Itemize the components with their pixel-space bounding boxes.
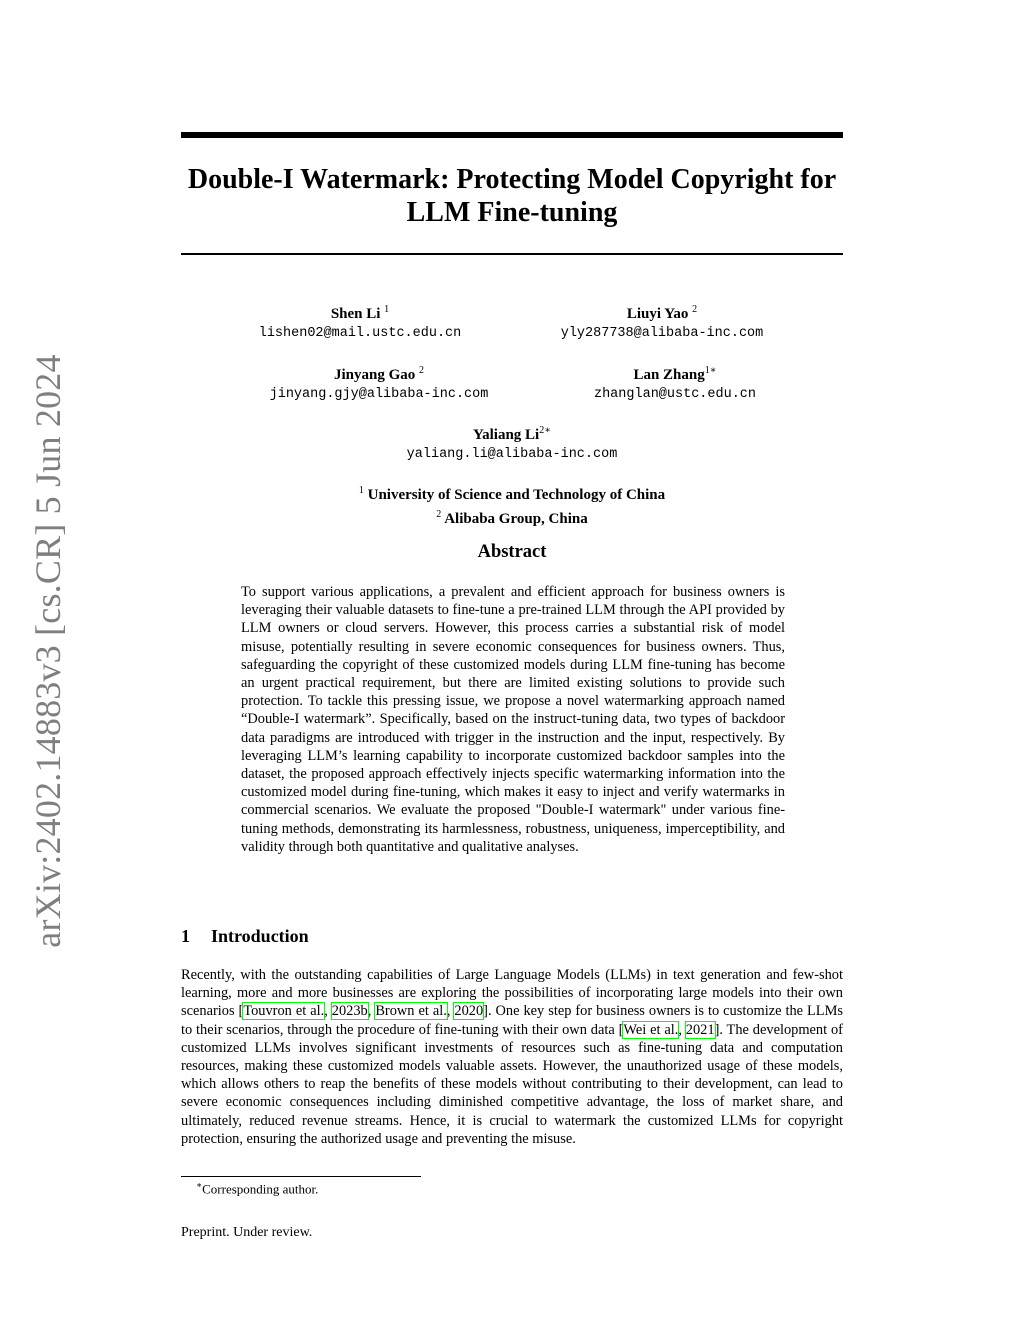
section-title: Introduction [211,926,309,946]
preprint-footer: Preprint. Under review. [181,1225,313,1240]
affiliations [181,481,843,529]
affiliation-line: $^2$ Alibaba Group, China [436,509,588,527]
citation-link[interactable]: 2020 [454,1003,484,1020]
author-block [515,361,835,404]
author-name: Lan Zhang [633,367,705,383]
author-block [200,300,520,343]
arxiv-identifier-stamp: arXiv:2402.14883v3 [cs.CR] 5 Jun 2024 [28,354,68,948]
author-email: yly287738@alibaba-inc.com [560,326,764,341]
citation-link[interactable]: 2023b [331,1003,368,1020]
title-rule-bottom [181,253,843,255]
footnote: ∗Corresponding author. [196,1180,319,1197]
author-affiliation-mark: 1 [384,304,390,315]
citation-link[interactable]: Brown et al. [375,1003,447,1020]
section-heading-introduction [181,926,309,947]
footnote-rule [181,1176,421,1177]
author-block [502,300,822,343]
affiliation-line: $^1$ University of Science and Technology of China [358,485,666,503]
author-affiliation-mark: 1∗ [704,365,717,376]
author-name: Yaliang Li [472,427,540,443]
title-line-2: LLM Fine-tuning [406,197,618,228]
citation-link[interactable]: Touvron et al. [243,1003,325,1020]
abstract-text: To support various applications, a prevalent and efficient approach for business owners is leveraging their valuable datasets to fine-tune a pre-trained LLM through the API provided by LLM owners or cloud servers. However, this process carries a substantial risk of model misuse, potentially resulting in severe economic consequences for business owners. Thus, safeguarding the copyright of these customized models during LLM fine-tuning has become an urgent practical requirement, but there are limited existing solutions to provide such protection. To tackle this pressing issue, we propose a novel watermarking approach named “Double-I watermark”. Specifically, based on the instruct-tuning data, two types of backdoor data paradigms are introduced with trigger in the instruction and the input, respectively. By leveraging LLM’s learning capability to incorporate customized backdoor samples into the dataset, the proposed approach effectively injects specific watermarking information into the customized model during fine-tuning, which makes it easy to inject and verify watermarks in commercial scenarios. We evaluate the proposed "Double-I watermark" under various fine-tuning methods, demonstrating its harmlessness, robustness, uniqueness, imperceptibility, and validity through both quantitative and qualitative analyses. [241,584,785,855]
author-email: jinyang.gjy@alibaba-inc.com [269,387,489,402]
author-affiliation-mark: 2 [419,365,425,376]
citation-link[interactable]: Wei et al. [623,1021,679,1038]
author-block [352,421,672,464]
title-rule-top [181,132,843,138]
introduction-paragraph: Recently, with the outstanding capabilities of Large Language Models (LLMs) in text generation and few-shot learning, more and more businesses are exploring the possibilities of incorporating large models into their own scenarios [Touvron et al., 2023b, Brown et al., 2020]. One key step for business owners is to customize the LLMs to their scenarios, through the procedure of fine-tuning with their own data [Wei et al., 2021]. The development of customized LLMs involves significant investments of resources such as fine-tuning data and computation resources, making these customized models valuable assets. However, the unauthorized usage of these models, which allows others to reap the benefits of these models without contributing to their development, can lead to severe economic consequences including diminished competitive advantage, the loss of market share, and ultimately, reduced revenue streams. Hence, it is crucial to watermark the customized LLMs for copyright protection, ensuring the authorized usage and preventing the misuse. [181,967,843,1147]
section-number: 1 [181,926,190,946]
citation-link[interactable]: 2021 [685,1021,715,1038]
author-name: Liuyi Yao [626,306,689,322]
author-affiliation-mark: 2∗ [539,425,552,436]
title-line-1: Double-I Watermark: Protecting Model Copyright for [187,164,837,195]
author-email: yaliang.li@alibaba-inc.com [406,447,618,462]
author-affiliation-mark: 2 [692,304,698,315]
paper-title [181,163,843,229]
abstract-heading: Abstract [477,542,547,562]
author-name: Shen Li [330,306,381,322]
author-block [219,361,539,404]
author-email: lishen02@mail.ustc.edu.cn [258,326,462,341]
author-name: Jinyang Gao [333,367,416,383]
author-email: zhanglan@ustc.edu.cn [593,387,757,402]
